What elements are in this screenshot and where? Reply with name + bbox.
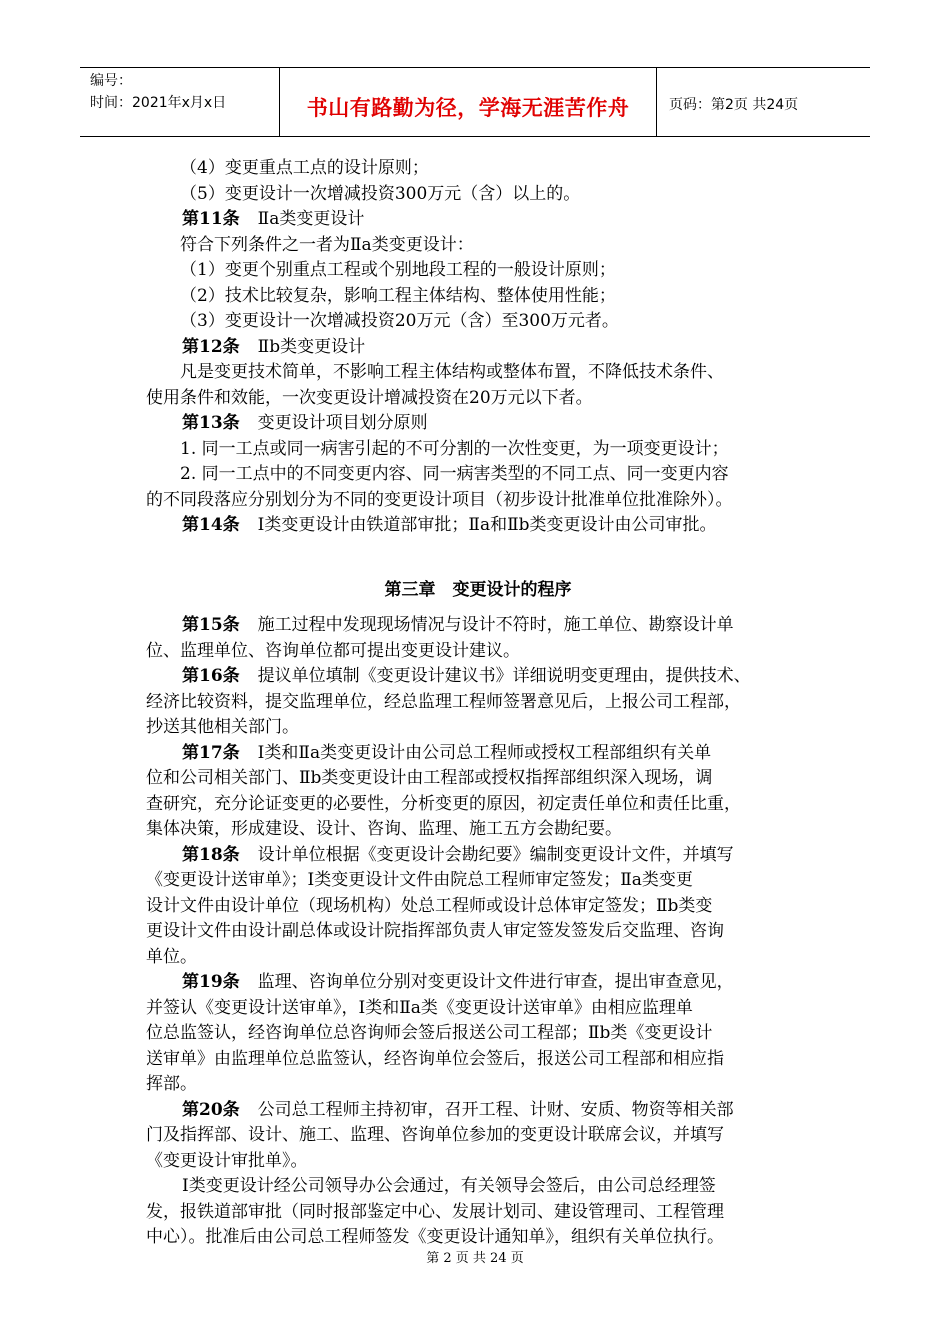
time-label: 时间：2021年x月x日 bbox=[90, 95, 227, 111]
page-header bbox=[80, 67, 870, 137]
article-19 bbox=[146, 970, 810, 996]
document-body bbox=[146, 156, 810, 1251]
article-number: 第12条 bbox=[182, 336, 240, 357]
article-number: 第16条 bbox=[182, 666, 240, 686]
article-title: Ⅱa类变更设计 bbox=[257, 209, 365, 229]
paragraph-line: 抄送其他相关部门。 bbox=[146, 717, 299, 737]
paragraph-line: 挥部。 bbox=[146, 1074, 197, 1094]
article-number: 第19条 bbox=[182, 972, 240, 992]
paragraph-line: 中心）。批准后由公司总工程师签发《变更设计通知单》，组织有关单位执行。 bbox=[146, 1227, 724, 1247]
article-number: 第15条 bbox=[182, 615, 240, 635]
paragraph-line: 送审单》由监理单位总监签认，经咨询单位会签后，报送公司工程部和相应指 bbox=[146, 1048, 724, 1069]
paragraph-line: 《变更设计送审单》；Ⅰ类变更设计文件由院总工程师审定签发；Ⅱa类变更 bbox=[146, 870, 693, 890]
paragraph-line: 查研究，充分论证变更的必要性，分析变更的原因，初定责任单位和责任比重， bbox=[146, 793, 741, 814]
list-item: （4）变更重点工点的设计原则； bbox=[180, 158, 429, 178]
article-text: 设计单位根据《变更设计会勘纪要》编制变更设计文件，并填写 bbox=[257, 844, 734, 865]
paragraph-line: 位总监签认，经咨询单位总咨询师会签后报送公司工程部；Ⅱb类《变更设计 bbox=[146, 1023, 713, 1043]
article-text: 公司总工程师主持初审，召开工程、计财、安质、物资等相关部 bbox=[257, 1099, 734, 1120]
paragraph-line: 位、监理单位、咨询单位都可提出变更设计建议。 bbox=[146, 640, 520, 661]
paragraph-line: 凡是变更技术简单，不影响工程主体结构或整体布置，不降低技术条件、 bbox=[180, 362, 724, 382]
number-label: 编号： bbox=[90, 73, 132, 89]
paragraph-line: 经济比较资料，提交监理单位，经总监理工程师签署意见后，上报公司工程部， bbox=[146, 691, 741, 712]
article-title: Ⅱb类变更设计 bbox=[257, 336, 366, 357]
article-title: 变更设计项目划分原则 bbox=[257, 413, 428, 433]
chapter-heading: 第三章 变更设计的程序 bbox=[384, 579, 572, 600]
paragraph-line: 单位。 bbox=[146, 946, 197, 967]
article-11 bbox=[146, 207, 810, 233]
article-16 bbox=[146, 664, 810, 690]
list-item: （1）变更个别重点工程或个别地段工程的一般设计原则； bbox=[180, 260, 616, 280]
article-text: Ⅰ类和Ⅱa类变更设计由公司总工程师或授权工程部组织有关单 bbox=[257, 742, 712, 763]
paragraph-line: 更设计文件由设计副总体或设计院指挥部负责人审定签发签发后交监理、咨询 bbox=[146, 921, 724, 941]
header-motto-cell bbox=[280, 68, 657, 136]
article-text: 提议单位填制《变更设计建议书》详细说明变更理由，提供技术、 bbox=[257, 666, 751, 686]
header-page-label: 页码：第2页 共24页 bbox=[669, 97, 799, 113]
article-number: 第14条 bbox=[182, 515, 240, 535]
page-footer: 第 2 页 共 24 页 bbox=[426, 1251, 524, 1266]
list-item: （5）变更设计一次增减投资300万元（含）以上的。 bbox=[180, 183, 581, 204]
paragraph-line: 并签认《变更设计送审单》，Ⅰ类和Ⅱa类《变更设计送审单》由相应监理单 bbox=[146, 997, 693, 1018]
list-item: （2）技术比较复杂，影响工程主体结构、整体使用性能； bbox=[180, 285, 616, 306]
article-text: 监理、咨询单位分别对变更设计文件进行审查，提出审查意见， bbox=[257, 972, 734, 992]
article-14 bbox=[146, 513, 810, 539]
article-text: 施工过程中发现现场情况与设计不符时，施工单位、勘察设计单 bbox=[257, 615, 734, 635]
article-number: 第18条 bbox=[182, 844, 240, 865]
paragraph-line: 设计文件由设计单位（现场机构）处总工程师或设计总体审定签发；Ⅱb类变 bbox=[146, 895, 713, 916]
paragraph-line: 门及指挥部、设计、施工、监理、咨询单位参加的变更设计联席会议，并填写 bbox=[146, 1125, 724, 1145]
paragraph-line: 使用条件和效能，一次变更设计增减投资在20万元以下者。 bbox=[146, 387, 593, 408]
list-item: 1. 同一工点或同一病害引起的不可分割的一次性变更，为一项变更设计； bbox=[180, 438, 729, 459]
article-number: 第17条 bbox=[182, 742, 240, 763]
paragraph-line: Ⅰ类变更设计经公司领导办公会通过，有关领导会签后，由公司总经理签 bbox=[182, 1176, 716, 1196]
article-20 bbox=[146, 1098, 810, 1124]
paragraph-line: 《变更设计审批单》。 bbox=[146, 1150, 308, 1171]
article-18 bbox=[146, 843, 810, 869]
article-15 bbox=[146, 613, 810, 639]
paragraph-line: 发，报铁道部审批（同时报部鉴定中心、发展计划司、建设管理司、工程管理 bbox=[146, 1201, 724, 1222]
article-13 bbox=[146, 411, 810, 437]
article-number: 第13条 bbox=[182, 413, 240, 433]
list-item: （3）变更设计一次增减投资20万元（含）至300万元者。 bbox=[180, 311, 619, 331]
article-12 bbox=[146, 335, 810, 361]
header-page-cell bbox=[657, 68, 870, 136]
article-17 bbox=[146, 741, 810, 767]
header-motto: 书山有路勤为径，学海无涯苦作舟 bbox=[306, 96, 630, 120]
article-number: 第20条 bbox=[182, 1099, 240, 1120]
list-item: 2. 同一工点中的不同变更内容、同一病害类型的不同工点、同一变更内容 bbox=[180, 464, 729, 484]
article-number: 第11条 bbox=[182, 209, 240, 229]
paragraph-line: 的不同段落应分别划分为不同的变更设计项目（初步设计批准单位批准除外）。 bbox=[146, 489, 733, 510]
header-meta bbox=[80, 68, 280, 136]
article-text: Ⅰ类变更设计由铁道部审批；Ⅱa和Ⅱb类变更设计由公司审批。 bbox=[257, 515, 717, 535]
list-item: 符合下列条件之一者为Ⅱa类变更设计： bbox=[180, 234, 474, 255]
paragraph-line: 集体决策，形成建设、设计、咨询、监理、施工五方会勘纪要。 bbox=[146, 819, 622, 839]
paragraph-line: 位和公司相关部门、Ⅱb类变更设计由工程部或授权指挥部组织深入现场，调 bbox=[146, 768, 713, 788]
